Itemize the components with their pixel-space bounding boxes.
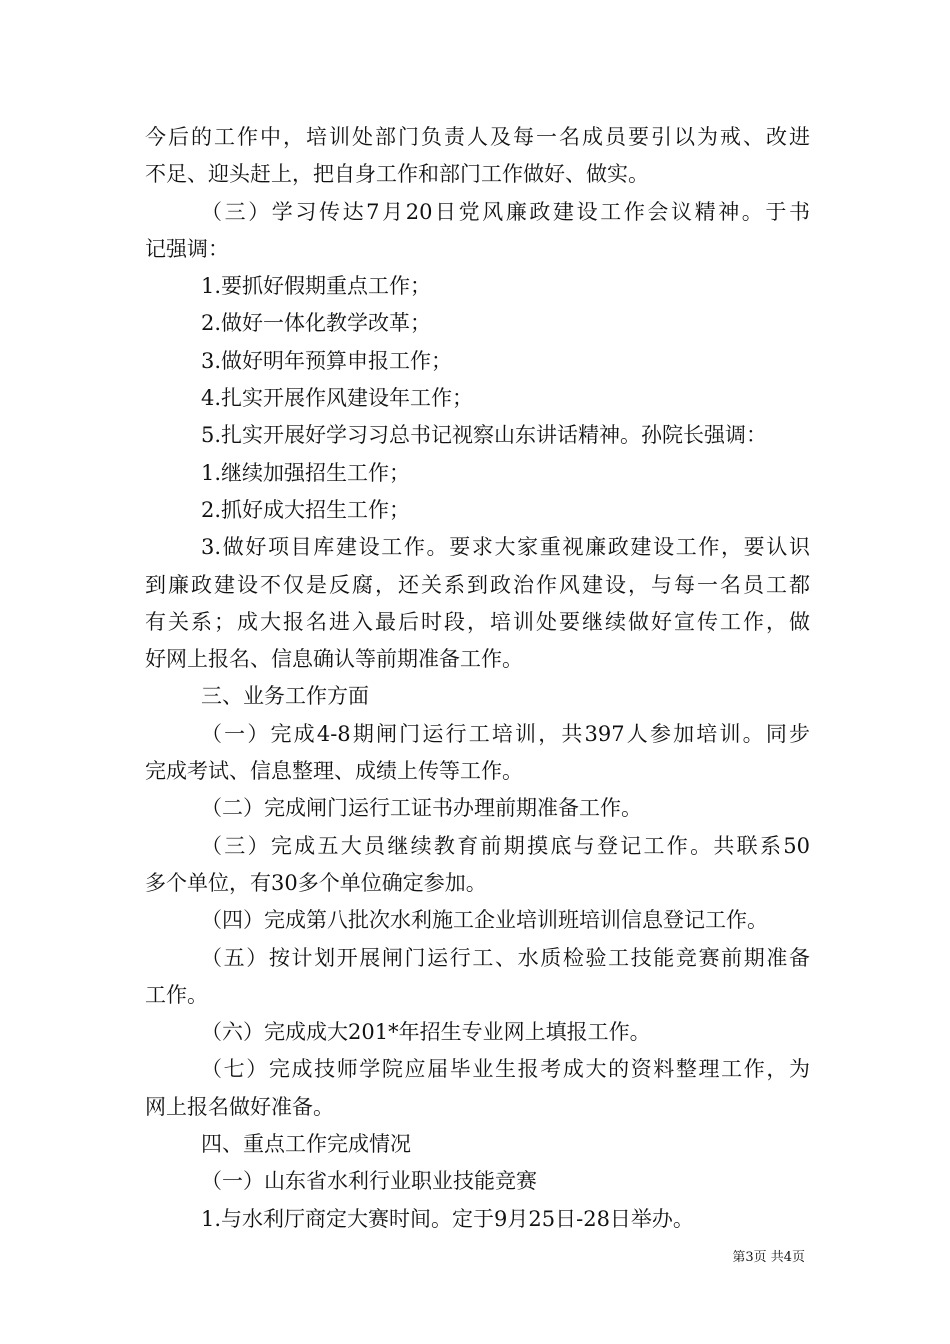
text-line: 不足、迎头赶上，把自身工作和部门工作做好、做实。 (145, 162, 649, 187)
text-line: 今后的工作中，培训处部门负责人及每一名成员要引以为戒、改进 (145, 125, 810, 149)
text-line: 1.与水利厅商定大赛时间。定于9月25日-28日举办。 (201, 1206, 694, 1231)
text-line: （一）完成4-8期闸门运行工培训，共397人参加培训。同步 (201, 721, 810, 746)
text-line: 好网上报名、信息确认等前期准备工作。 (145, 647, 523, 672)
text-line: 到廉政建设不仅是反腐，还关系到政治作风建设，与每一名员工都 (145, 572, 810, 597)
text-line: 有关系；成大报名进入最后时段，培训处要继续做好宣传工作，做 (145, 609, 810, 634)
document-body (145, 119, 810, 1238)
text-line: （三）完成五大员继续教育前期摸底与登记工作。共联系50 (201, 833, 810, 858)
text-line: （五）按计划开展闸门运行工、水质检验工技能竞赛前期准备 (201, 945, 810, 970)
text-line: 5.扎实开展好学习习总书记视察山东讲话精神。孙院长强调： (201, 423, 768, 448)
text-line: 2.抓好成大招生工作； (201, 497, 411, 522)
text-line: 4.扎实开展作风建设年工作； (201, 386, 474, 411)
text-line: 2.做好一体化教学改革； (201, 311, 432, 336)
text-line: 1.继续加强招生工作； (201, 460, 411, 485)
section-heading: 四、重点工作完成情况 (201, 1132, 411, 1157)
text-line: 完成考试、信息整理、成绩上传等工作。 (145, 759, 523, 784)
text-line: 记强调： (145, 236, 229, 261)
text-line: （七）完成技师学院应届毕业生报考成大的资料整理工作，为 (201, 1057, 810, 1082)
text-line: 工作。 (145, 982, 208, 1007)
text-line: （二）完成闸门运行工证书办理前期准备工作。 (201, 796, 642, 821)
text-line: 多个单位，有30多个单位确定参加。 (145, 870, 487, 895)
page-number: 第3页 共4页 (732, 1250, 805, 1265)
text-line: 网上报名做好准备。 (145, 1094, 334, 1119)
text-line: （三）学习传达7月20日党风廉政建设工作会议精神。于书 (201, 199, 810, 224)
text-line: （六）完成成大201*年招生专业网上填报工作。 (201, 1020, 651, 1045)
section-heading: 三、业务工作方面 (201, 684, 369, 709)
text-line: （一）山东省水利行业职业技能竞赛 (201, 1169, 537, 1194)
text-line: 3.做好项目库建设工作。要求大家重视廉政建设工作，要认识 (201, 535, 810, 560)
text-line: 1.要抓好假期重点工作； (201, 274, 432, 299)
text-line: 3.做好明年预算申报工作； (201, 348, 453, 373)
text-line: （四）完成第八批次水利施工企业培训班培训信息登记工作。 (201, 908, 768, 933)
